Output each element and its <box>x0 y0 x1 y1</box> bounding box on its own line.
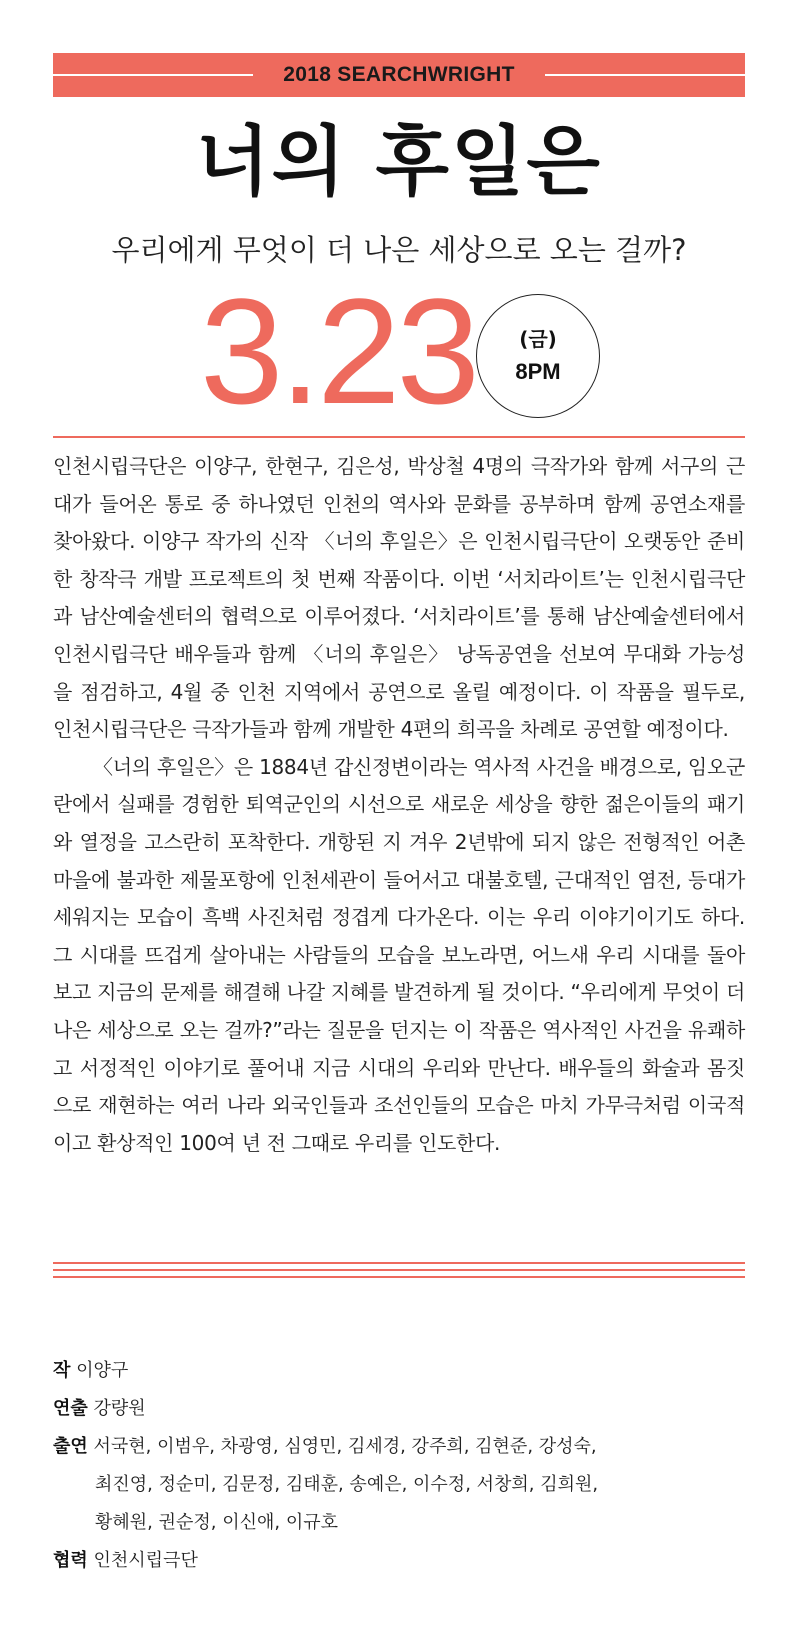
bottom-divider-2 <box>53 1269 745 1271</box>
description <box>53 448 745 1162</box>
writer-label: 작 <box>53 1360 71 1381</box>
credit-partner <box>53 1542 745 1580</box>
credit-writer <box>53 1352 745 1390</box>
credit-director <box>53 1390 745 1428</box>
credits <box>53 1352 745 1580</box>
director-label: 연출 <box>53 1398 88 1419</box>
bottom-divider-3 <box>53 1276 745 1278</box>
description-paragraph-2: 〈너의 후일은〉은 1884년 갑신정변이라는 역사적 사건을 배경으로, 임오군란에서 실패를 경험한 퇴역군인의 시선으로 새로운 세상을 향한 젊은이들의 패기와 열정을 고스란히 포착한다. 개항된 지 겨우 2년밖에 되지 않은 전형적인 어촌 마을에 불과한 제물포항에 인천세관이 들어서고 대불호텔, 근대적인 염전, 등대가 세워지는 모습이 흑백 사진처럼 정겹게 다가온다. 이는 우리 이야기이기도 하다. 그 시대를 뜨겁게 살아내는 사람들의 모습을 보노라면, 어느새 우리 시대를 돌아보고 지금의 문제를 해결해 나갈 지혜를 발견하게 될 것이다. “우리에게 무엇이 더 나은 세상으로 오는 걸까?”라는 질문을 던지는 이 작품은 역사적인 사건을 유쾌하고 서정적인 이야기로 풀어내 지금 시대의 우리와 만난다. 배우들의 화술과 몸짓으로 재현하는 여러 나라 외국인들과 조선인들의 모습은 마치 가무극처럼 이국적이고 환상적인 100여 년 전 그때로 우리를 인도한다. <box>53 754 745 1155</box>
writer-name: 이양구 <box>76 1360 129 1381</box>
credit-cast <box>53 1428 745 1542</box>
director-name: 강량원 <box>93 1398 146 1419</box>
partner-name: 인천시립극단 <box>93 1550 198 1571</box>
page-title: 너의 후일은 <box>196 117 602 206</box>
partner-label: 협력 <box>53 1550 88 1571</box>
cast-line-3: 황혜원, 권순정, 이신애, 이규호 <box>95 1512 338 1533</box>
description-paragraph-1: 인천시립극단은 이양구, 한현구, 김은성, 박상철 4명의 극작가와 함께 서구의 근대가 들어온 통로 중 하나였던 인천의 역사와 문화를 공부하며 함께 공연소재를 찾아왔다. 이양구 작가의 신작 〈너의 후일은〉은 인천시립극단이 오랫동안 준비한 창작극 개발 프로젝트의 첫 번째 작품이다. 이번 ‘서치라이트’는 인천시립극단과 남산예술센터의 협력으로 이루어졌다. ‘서치라이트’를 통해 남산예술센터에서 인천시립극단 배우들과 함께 〈너의 후일은〉 낭독공연을 선보여 무대화 가능성을 점검하고, 4월 중 인천 지역에서 공연으로 올릴 예정이다. 이 작품을 필두로, 인천시립극단은 극작가들과 함께 개발한 4편의 희곡을 차례로 공연할 예정이다. <box>53 454 745 742</box>
bottom-divider-1 <box>53 1262 745 1264</box>
event-day: (금) <box>519 327 557 351</box>
cast-label: 출연 <box>53 1436 88 1457</box>
event-time: 8PM <box>515 359 561 384</box>
cast-line-2: 최진영, 정순미, 김문정, 김태훈, 송예은, 이수정, 서창희, 김희원, <box>95 1474 599 1495</box>
header-banner <box>53 53 745 97</box>
subtitle: 우리에게 무엇이 더 나은 세상으로 오는 걸까? <box>111 233 687 267</box>
event-date: 3.23 <box>200 267 476 435</box>
cast-line-1: 서국현, 이범우, 차광영, 심영민, 김세경, 강주희, 김현준, 강성숙, <box>93 1436 597 1457</box>
top-divider <box>53 436 745 438</box>
time-badge <box>476 294 600 418</box>
banner-label: 2018 SEARCHWRIGHT <box>283 63 515 86</box>
